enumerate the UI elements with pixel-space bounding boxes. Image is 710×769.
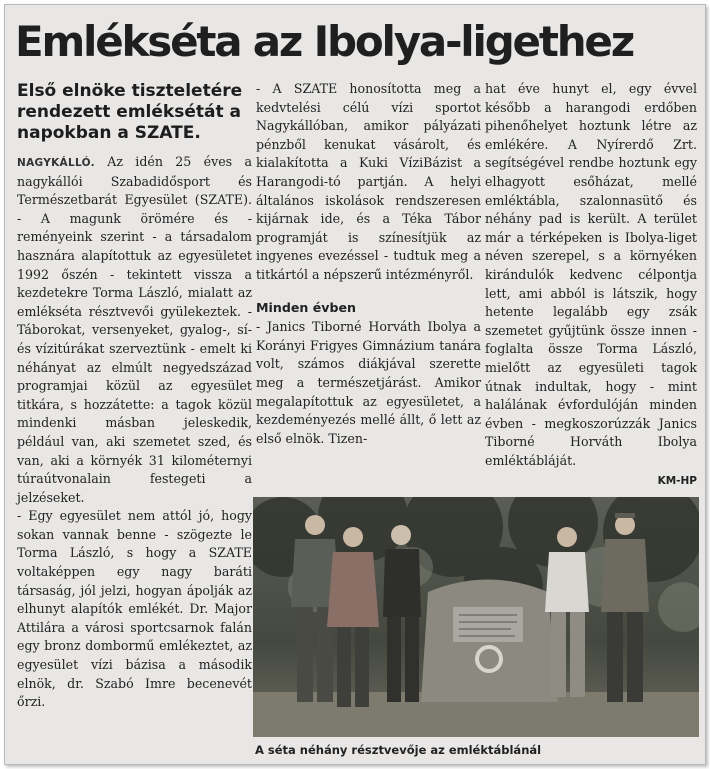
section-heading: Minden évben xyxy=(256,299,356,315)
newspaper-clipping xyxy=(4,4,706,765)
article-column-3 xyxy=(485,80,697,491)
paragraph: hat éve hunyt el, egy évvel később a harangodi erdőben pihenőhelyet hoztunk létre az emlékére. A Nyírerdő Zrt. segítségével rendbe hoztunk egy elhagyott esőházat, mellé emléktábla, szalonnasütő és néhány pad is került. A terület már a térképeken is Ibolya-liget néven szerepel, s a környéken kirándulók kedvenc célpontja lett, ami abból is látszik, hogy hetente legalább egy zsák szemetet gyűjtünk össze innen - foglalta össze Torma László, mielőtt az egyesületi tagok útnak indultak, hogy - mint halálának évfordulóján minden évben - megkoszorúzzák Janics Tiborné Horváth Ibolya emléktábláját. xyxy=(485,81,697,468)
article-column-1 xyxy=(17,153,252,712)
paragraph xyxy=(17,153,252,507)
article-column-2 xyxy=(256,80,481,448)
article-subheadline: Első elnöke tiszteletére rendezett emléksétát a napokban a SZATE. xyxy=(17,81,243,143)
photo-caption: A séta néhány résztvevője az emléktáblánál xyxy=(255,743,542,757)
dateline: NAGYKÁLLÓ. xyxy=(17,157,95,169)
paragraph: - Egy egyesület nem attól jó, hogy sokan vannak benne - szögezte le Torma László, s hogy a SZATE voltaképpen egy nagy baráti társaság, jól jelzi, hogyan ápolják az elhunyt alapítók emlékét. Dr. Major Attilára a városi sportcsarnok falán egy bronz dombormű emlékeztet, az egyesület vízi bázisa a második elnök, dr. Szabó Imre becenevét őrzi. xyxy=(17,508,252,710)
article-headline: Emlékséta az Ibolya-ligethez xyxy=(15,17,633,66)
author-signature: KM-HP xyxy=(657,475,697,488)
paragraph: - A SZATE honosította meg a kedvtelési célú vízi sportot Nagykállóban, amikor pályázati pénzből kenukat vásárolt, és kialakította a Kuki VíziBázist a Harangodi-tó partján. A helyi általános iskolások rendszeresen kijárnak ide, és a Téka Tábor programját is színesítjük az ingyenes evezéssel - tudtuk meg a titkártól a népszerű intézményről. xyxy=(256,81,481,282)
group-photo xyxy=(253,497,699,737)
paragraph-text: Az idén 25 éves a nagykállói Szabadidősport és Természetbarát Egyesület (SZATE). - A magunk örömére és - reményeink szerint - a társadalom hasznára alapítottuk az egyesületet 1992 őszén - tekintett vissza a kezdetekre Torma László, mialatt az emlékséta résztvevői gyülekeztek. - Táborokat, versenyeket, gyalog-, sí- és vízitúrákat szerveztünk - emelt ki néhányat az elmúlt negyedszázad programjai közül az egyesület titkára, s hozzátette: a tagok közül mindenki másban jeleskedik, például van, aki szemetet szed, és van, aki a környék 31 kilométernyi túraútvonalain festegeti a jelzéseket. xyxy=(17,154,252,505)
photo-illustration xyxy=(253,497,699,737)
paragraph: - Janics Tiborné Horváth Ibolya a Korányi Frigyes Gimnázium tanára volt, számos diákjával szerette meg a természetjárást. Amikor megalapítottuk az egyesületet, a kezdeményezés mellé állt, ő lett az első elnök. Tizen- xyxy=(256,319,481,446)
